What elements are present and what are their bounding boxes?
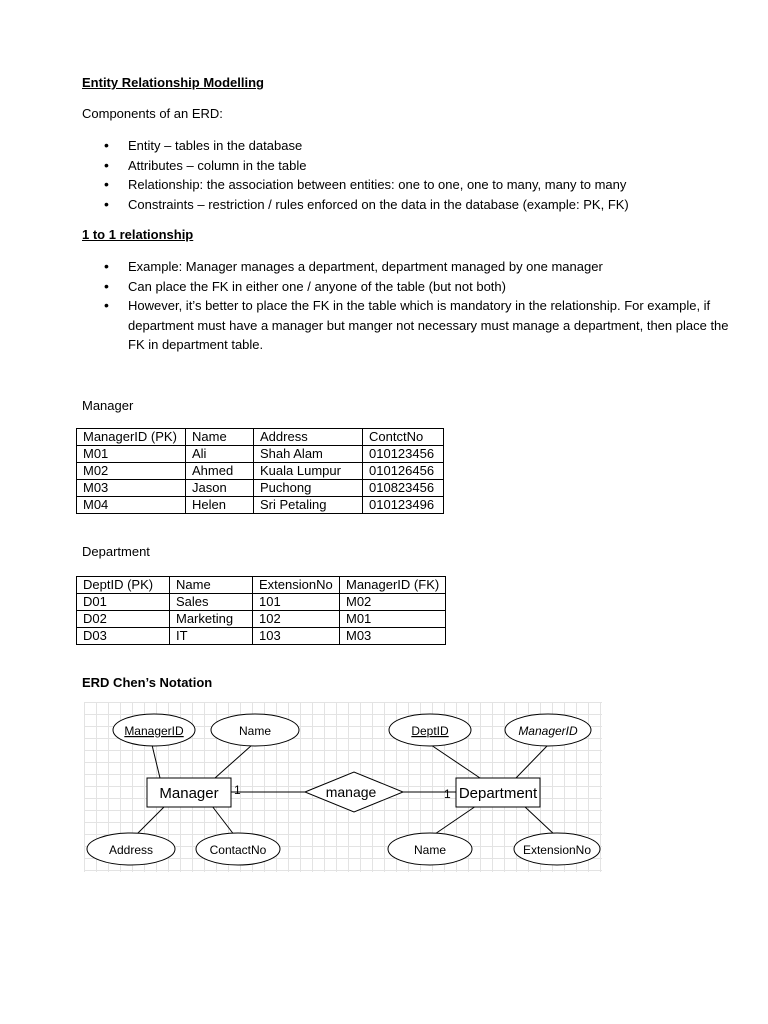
attr-dept-manager-fk: ManagerID <box>518 724 578 738</box>
attr-dept-name: Name <box>413 843 447 857</box>
list-item: • Constraints – restriction / rules enforced on the data in the database (example: PK, FK) <box>82 195 732 215</box>
connector-line <box>524 806 556 836</box>
cardinality-left: 1 <box>234 783 241 797</box>
relationship-label: manage <box>325 784 377 800</box>
list-item: • Can place the FK in either one / anyone of the table (but not both) <box>82 277 732 297</box>
list-item: • Example: Manager manages a department, department managed by one manager <box>82 257 732 277</box>
list-item: • Entity – tables in the database <box>82 136 732 156</box>
table-cell: M02 <box>340 594 446 611</box>
table-cell: Ali <box>186 446 254 463</box>
components-intro: Components of an ERD: <box>82 106 223 121</box>
entity-manager-label: Manager <box>159 785 219 802</box>
table-cell: 102 <box>253 611 340 628</box>
table-header-cell: ExtensionNo <box>253 577 340 594</box>
table-header-cell: ContctNo <box>363 429 444 446</box>
table-cell: 103 <box>253 628 340 645</box>
attr-manager-name: Name <box>238 724 272 738</box>
section-heading-one-to-one: 1 to 1 relationship <box>82 227 194 242</box>
table-cell: M03 <box>340 628 446 645</box>
table-header-cell: DeptID (PK) <box>77 577 170 594</box>
table-header-cell: Address <box>254 429 363 446</box>
table-cell: M01 <box>340 611 446 628</box>
entity-department-label: Department <box>458 785 538 802</box>
erd-heading: ERD Chen’s Notation <box>82 675 213 690</box>
table-cell: Helen <box>186 497 254 514</box>
table-cell: M04 <box>77 497 186 514</box>
cardinality-right: 1 <box>444 787 451 801</box>
page-title: Entity Relationship Modelling <box>82 75 264 90</box>
table-cell: Sales <box>170 594 253 611</box>
table-cell: D01 <box>77 594 170 611</box>
connector-line <box>215 745 252 778</box>
attr-manager-address: Address <box>108 843 154 857</box>
table-cell: 010123456 <box>363 446 444 463</box>
attr-dept-extension: ExtensionNo <box>522 843 592 857</box>
table-cell: M01 <box>77 446 186 463</box>
table-cell: Ahmed <box>186 463 254 480</box>
attr-manager-contact: ContactNo <box>209 843 267 857</box>
manager-table-label: Manager <box>82 398 134 413</box>
connector-line <box>516 745 548 778</box>
list-item: • However, it’s better to place the FK in the table which is mandatory in the relationship. For example, if department must have a manager but manger not necessary must manage a department, then place the FK in department table. <box>82 296 732 355</box>
table-cell: D02 <box>77 611 170 628</box>
table-cell: 010123496 <box>363 497 444 514</box>
attr-dept-id-pk: DeptID <box>411 724 449 738</box>
table-cell: Jason <box>186 480 254 497</box>
connector-line <box>135 806 165 836</box>
table-header-cell: ManagerID (PK) <box>77 429 186 446</box>
connector-line <box>152 745 160 778</box>
table-cell: 101 <box>253 594 340 611</box>
table-header-cell: Name <box>170 577 253 594</box>
table-cell: 010126456 <box>363 463 444 480</box>
list-item: • Attributes – column in the table <box>82 156 732 176</box>
table-cell: Shah Alam <box>254 446 363 463</box>
table-cell: Marketing <box>170 611 253 628</box>
table-cell: 010823456 <box>363 480 444 497</box>
table-cell: Sri Petaling <box>254 497 363 514</box>
table-header-cell: ManagerID (FK) <box>340 577 446 594</box>
list-item: • Relationship: the association between entities: one to one, one to many, many to many <box>82 175 732 195</box>
table-header-cell: Name <box>186 429 254 446</box>
table-cell: M03 <box>77 480 186 497</box>
table-cell: M02 <box>77 463 186 480</box>
connector-line <box>431 745 480 778</box>
table-cell: IT <box>170 628 253 645</box>
table-cell: D03 <box>77 628 170 645</box>
department-table-label: Department <box>82 544 150 559</box>
table-cell: Puchong <box>254 480 363 497</box>
connector-line <box>212 806 235 836</box>
connector-line <box>432 806 476 836</box>
table-cell: Kuala Lumpur <box>254 463 363 480</box>
attr-manager-id-pk: ManagerID <box>124 724 184 738</box>
